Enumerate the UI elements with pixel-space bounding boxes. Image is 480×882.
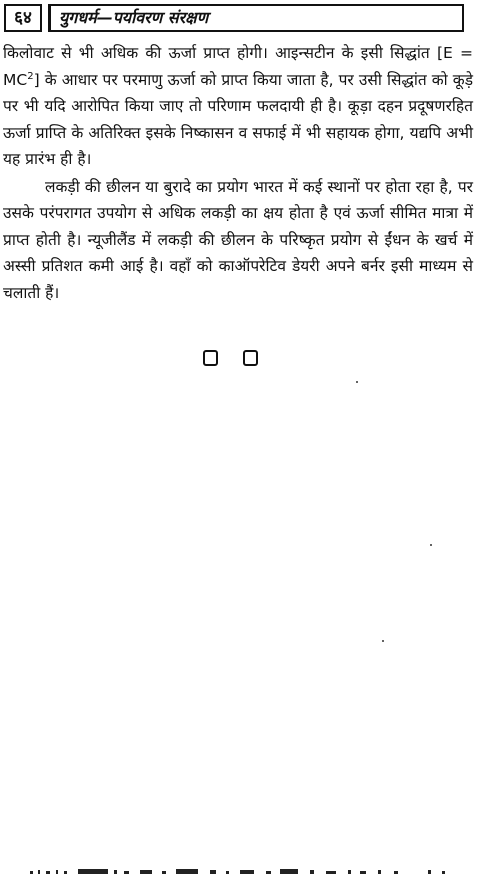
end-mark-box-icon bbox=[203, 350, 218, 366]
page-number: ६४ bbox=[4, 4, 42, 32]
page-header bbox=[4, 4, 464, 34]
paragraph-2: लकड़ी की छीलन या बुरादे का प्रयोग भारत में कई स्थानों पर होता रहा है, पर उसके परंपरागत उपयोग से अधिक लकड़ी का क्षय होता है एवं ऊर्जा सीमित मात्रा में प्राप्त होती है। न्यूजीलैंड में लकड़ी की छीलन के परिष्कृत प्रयोग से ईंधन के खर्च में अस्सी प्रतिशत कमी आई है। वहाँ को काऑपरेटिव डेयरी अपने बर्नर इसी माध्यम से चलाती हैं। bbox=[3, 177, 473, 302]
running-title: युगधर्म—पर्यावरण संरक्षण bbox=[48, 4, 464, 32]
paragraph-1 bbox=[3, 40, 473, 173]
formula-superscript: 2 bbox=[27, 70, 34, 82]
scan-edge-noise bbox=[30, 868, 450, 876]
scan-speck bbox=[356, 381, 358, 383]
body-text bbox=[3, 40, 473, 307]
scan-speck bbox=[430, 544, 432, 546]
scan-speck bbox=[382, 640, 384, 642]
paragraph-1-part-a: किलोवाट से भी अधिक की ऊर्जा प्राप्त होगी। आइन्सटीन के इसी सिद्धांत [E = MC bbox=[3, 44, 473, 89]
end-mark-box-icon bbox=[243, 350, 258, 366]
paragraph-1-part-b: ] के आधार पर परमाणु ऊर्जा को प्राप्त किया जाता है, पर उसी सिद्धांत को कूड़े पर भी यदि आरोपित किया जाए तो परिणाम फलदायी ही है। कूड़ा दहन प्रदूषणरहित ऊर्जा प्राप्ति के अतिरिक्त इसके निष्कासन व सफाई में भी सहायक होगा, यद्यपि अभी यह प्रारंभ ही है। bbox=[3, 70, 473, 168]
section-end-marks bbox=[203, 350, 273, 370]
